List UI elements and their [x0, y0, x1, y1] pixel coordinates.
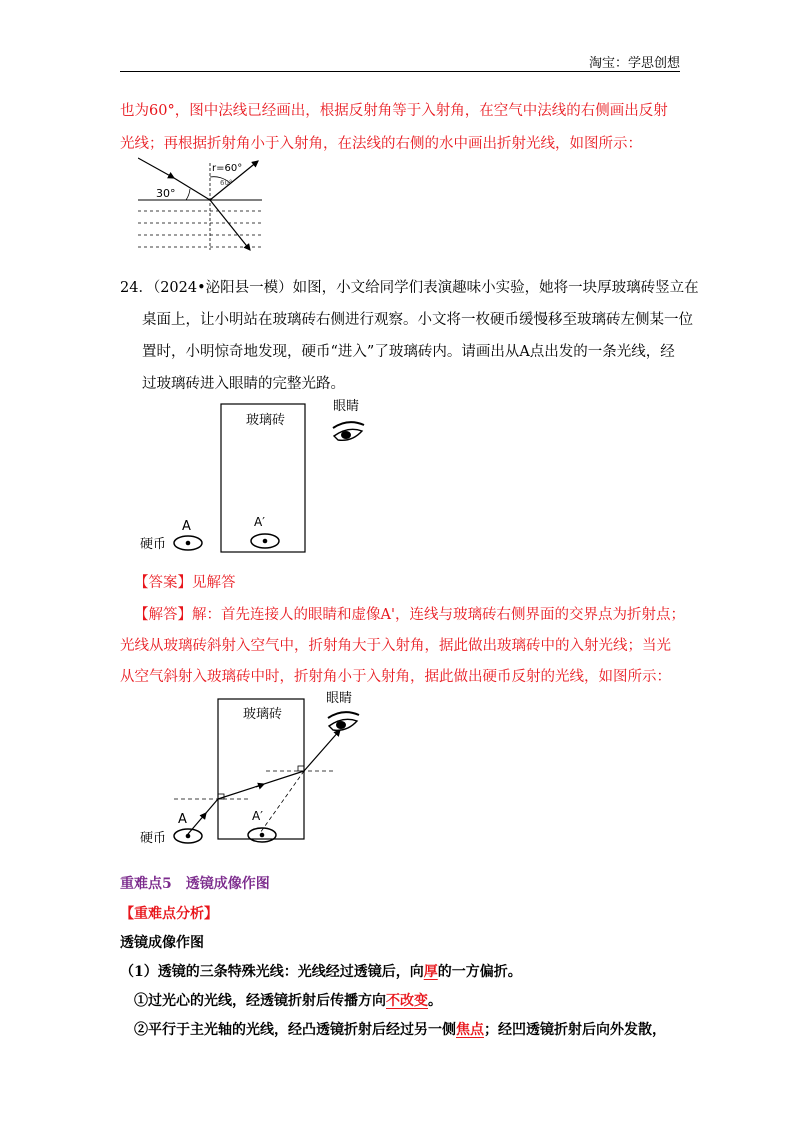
r-label: r=60°	[212, 163, 243, 174]
coin-label: 硬币	[140, 537, 167, 552]
refracted-ray	[210, 200, 250, 250]
prev-answer-line-1: 也为60°，图中法线已经画出，根据反射角等于入射角，在空气中法线的右侧画出反射	[120, 103, 668, 119]
answer-line: 【答案】见解答	[134, 575, 236, 591]
point-a-prime-label: A′	[252, 809, 263, 823]
explanation-line-1: 【解答】解：首先连接人的眼睛和虚像A'，连线与玻璃砖右侧界面的交界点为折射点；	[134, 607, 685, 623]
header-rule	[120, 71, 680, 72]
incident-ray	[138, 158, 174, 178]
analysis-heading: 【重难点分析】	[120, 906, 218, 922]
eye-label: 眼睛	[333, 399, 360, 414]
item-3: ②平行于主光轴的光线，经凸透镜折射后经过另一侧焦点；经凹透镜折射后向外发散，	[134, 1022, 666, 1038]
explanation-line-3: 从空气斜射入玻璃砖中时，折射角小于入射角，据此做出硬币反射的光线，如图所示：	[120, 669, 671, 685]
point-a-prime-label: A′	[254, 515, 265, 529]
glass-block-label: 玻璃砖	[246, 413, 286, 428]
virtual-image-line	[260, 771, 304, 833]
coin-label: 硬币	[140, 831, 167, 846]
answer-figure	[140, 690, 370, 850]
explanation-line-2: 光线从玻璃砖斜射入空气中，折射角大于入射角，据此做出玻璃砖中的入射光线；当光	[120, 638, 671, 654]
emergent-ray	[304, 730, 340, 771]
angle-label: 30°	[156, 187, 176, 200]
section-subtitle: 透镜成像作图	[120, 935, 204, 951]
eye-icon	[328, 712, 359, 730]
eye-icon	[333, 422, 364, 440]
section-title: 重难点5 透镜成像作图	[120, 876, 270, 892]
prev-answer-line-2: 光线；再根据折射角小于入射角，在法线的右侧的水中画出折射光线，如图所示：	[120, 136, 642, 152]
eye-label: 眼睛	[326, 691, 353, 706]
question-24-line-3: 置时，小明惊奇地发现，硬币“进入”了玻璃砖内。请画出从A点出发的一条光线，经	[142, 344, 675, 360]
item-2: ①过光心的光线，经透镜折射后传播方向不改变。	[134, 993, 442, 1009]
glass-block-label: 玻璃砖	[243, 707, 283, 722]
svg-text:60°: 60°	[220, 179, 233, 187]
point-a-label: A	[178, 812, 187, 827]
point-a-label: A	[182, 519, 191, 534]
item-1: （1）透镜的三条特殊光线：光线经过透镜后，向厚的一方偏折。	[120, 964, 522, 980]
question-24-line-4: 过玻璃砖进入眼睛的完整光路。	[142, 376, 345, 392]
question-figure	[140, 398, 370, 558]
question-24-line-1: 24．（2024•泌阳县一模）如图，小文给同学们表演趣味小实验，她将一块厚玻璃砖竖立在	[120, 280, 699, 296]
refraction-figure	[138, 155, 268, 255]
page-header: 淘宝：学思创想	[588, 56, 680, 71]
question-24-line-2: 桌面上，让小明站在玻璃砖右侧进行观察。小文将一枚硬币缓慢移至玻璃砖左侧某一位	[142, 312, 693, 328]
